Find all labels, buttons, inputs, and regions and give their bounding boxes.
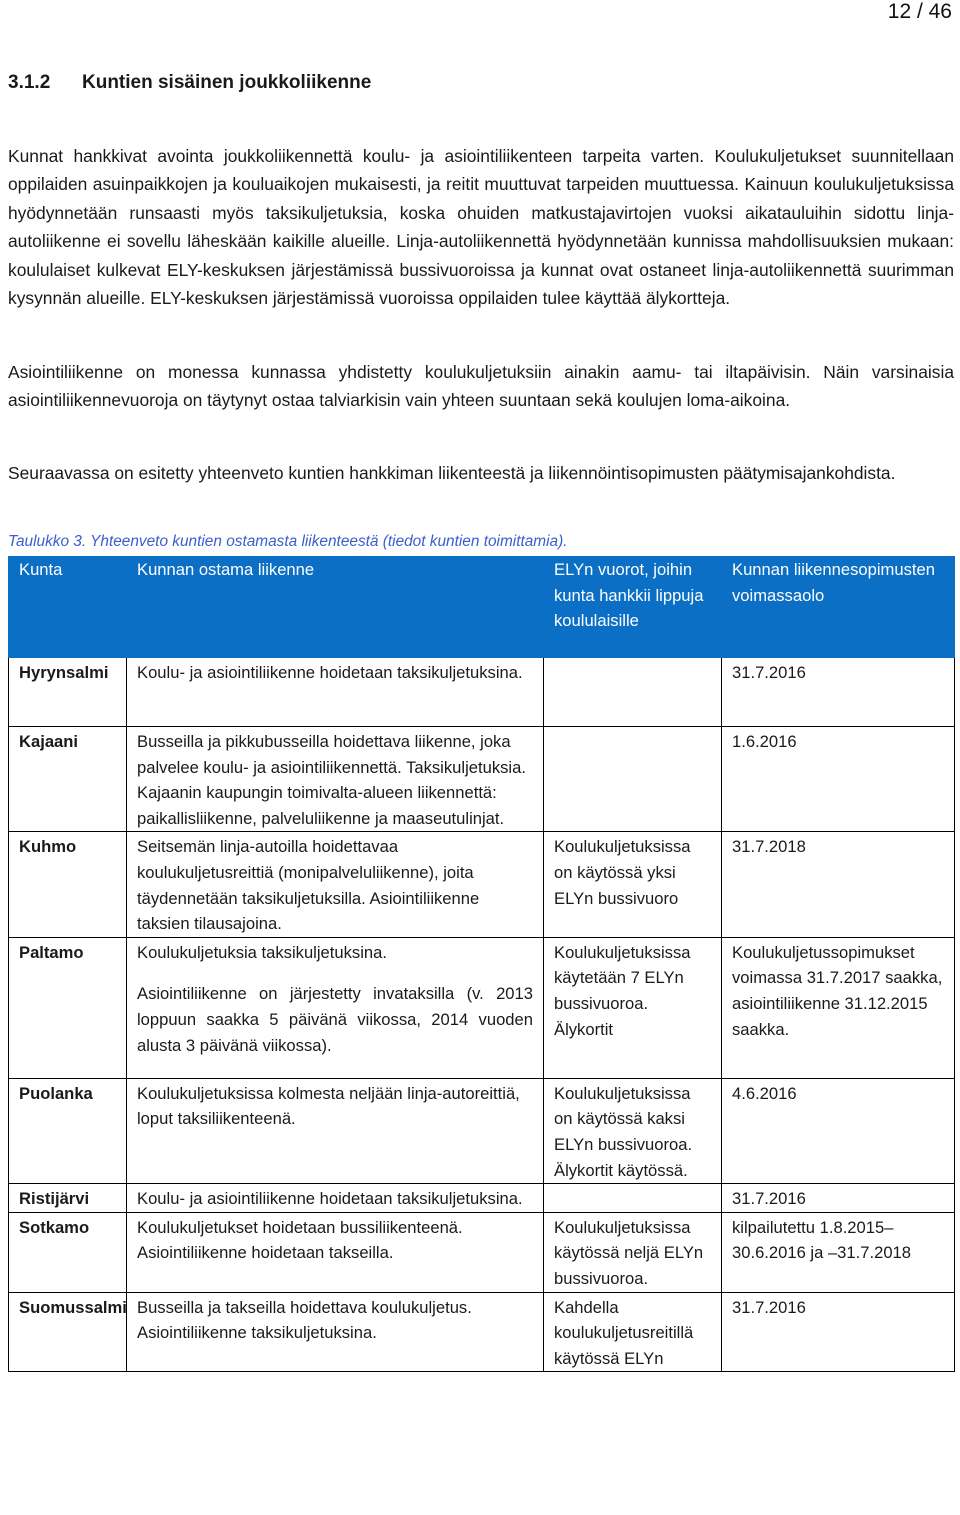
cell-kunta: Sotkamo bbox=[9, 1212, 127, 1292]
cell-sopimus: 31.7.2016 bbox=[722, 1292, 955, 1372]
table-row bbox=[9, 1184, 955, 1213]
cell-kunta: Paltamo bbox=[9, 937, 127, 1078]
cell-ely bbox=[544, 727, 722, 832]
table-row bbox=[9, 658, 955, 727]
cell-ely bbox=[544, 658, 722, 727]
cell-ely: Koulukuljetuksissa on käytössä kaksi ELYn bussivuoroa. Älykortit käytössä. bbox=[544, 1078, 722, 1183]
cell-liikenne: Koulu- ja asiointiliikenne hoidetaan taksikuljetuksina. bbox=[127, 658, 544, 727]
section-title: Kuntien sisäinen joukkoliikenne bbox=[82, 72, 372, 93]
cell-ely: Koulukuljetuksissa käytetään 7 ELYn bussivuoroa. Älykortit bbox=[544, 937, 722, 1078]
cell-sopimus: kilpailutettu 1.8.2015–30.6.2016 ja –31.7.2018 bbox=[722, 1212, 955, 1292]
cell-kunta: Hyrynsalmi bbox=[9, 658, 127, 727]
section-number: 3.1.2 bbox=[8, 72, 51, 93]
cell-liikenne bbox=[127, 937, 544, 1078]
header-kunta: Kunta bbox=[9, 557, 127, 658]
cell-kunta: Ristijärvi bbox=[9, 1184, 127, 1213]
table-header-row bbox=[9, 557, 955, 658]
cell-liikenne: Koulukuljetukset hoidetaan bussiliikenteenä. Asiointiliikenne hoidetaan takseilla. bbox=[127, 1212, 544, 1292]
table-row bbox=[9, 1212, 955, 1292]
cell-liikenne: Koulukuljetuksissa kolmesta neljään linja-autoreittiä, loput taksiliikenteenä. bbox=[127, 1078, 544, 1183]
table-row bbox=[9, 1292, 955, 1372]
paragraph-intro: Kunnat hankkivat avointa joukkoliikennettä koulu- ja asiointiliikenteen tarpeita varten. Koulukuljetukset suunnitellaan oppilaiden asuinpaikkojen ja kouluaikojen mukaisesti, ja reitit muuttuvat tarpeiden muuttuessa. Kainuun koulukuljetuksissa hyödynnetään runsaasti myös taksikuljetuksia, koska ohuiden matkustajavirtojen vuoksi aikatauluihin sidottu linja-autoliikenne ei sovellu läheskään kaikille alueille. Linja-autoliikennettä hyödynnetään kunnissa mahdollisuuksien mukaan: koululaiset kulkevat ELY-keskuksen järjestämissä bussivuoroissa ja kunnat ovat ostaneet linja-autoliikennettä suurimman kysynnän alueille. ELY-keskuksen järjestämissä vuoroissa oppilaiden tulee käyttää älykortteja. bbox=[8, 146, 954, 309]
cell-liikenne: Seitsemän linja-autoilla hoidettavaa koulukuljetusreittiä (monipalveluliikenne), joita täydennetään taksikuljetuksilla. Asiointiliikenne taksien tilausajoina. bbox=[127, 832, 544, 937]
cell-liikenne: Koulu- ja asiointiliikenne hoidetaan taksikuljetuksina. bbox=[127, 1184, 544, 1213]
table-caption: Taulukko 3. Yhteenveto kuntien ostamasta liikenteestä (tiedot kuntien toimittamia). bbox=[8, 533, 568, 550]
section-heading bbox=[8, 72, 371, 94]
table-row bbox=[9, 832, 955, 937]
cell-liikenne: Busseilla ja takseilla hoidettava koulukuljetus. Asiointiliikenne taksikuljetuksina. bbox=[127, 1292, 544, 1372]
header-liikenne: Kunnan ostama liikenne bbox=[127, 557, 544, 658]
paragraph-asiointi: Asiointiliikenne on monessa kunnassa yhdistetty koulukuljetuksiin ainakin aamu- tai iltapäivisin. Näin varsinaisia asiointiliikennevuoroja on täytynyt ostaa talviarkisin vain yhteen suuntaan sekä koulujen loma-aikoina. bbox=[8, 362, 954, 411]
cell-sopimus: 4.6.2016 bbox=[722, 1078, 955, 1183]
cell-sopimus: 31.7.2016 bbox=[722, 1184, 955, 1213]
header-ely: ELYn vuorot, joihin kunta hankkii lippuja koululaisille bbox=[544, 557, 722, 658]
cell-sopimus: 1.6.2016 bbox=[722, 727, 955, 832]
table-row bbox=[9, 727, 955, 832]
cell-liikenne-line2: Asiointiliikenne on järjestetty invataksilla (v. 2013 loppuun saakka 5 päivänä viikossa, 2014 vuoden alusta 3 päivänä viikossa). bbox=[137, 984, 533, 1055]
page-number: 12 / 46 bbox=[887, 0, 952, 23]
cell-sopimus: 31.7.2018 bbox=[722, 832, 955, 937]
cell-ely: Kahdella koulukuljetusreitillä käytössä ELYn bbox=[544, 1292, 722, 1372]
table-row bbox=[9, 937, 955, 1078]
cell-sopimus: Koulukuljetussopimukset voimassa 31.7.2017 saakka, asiointiliikenne 31.12.2015 saakka. bbox=[722, 937, 955, 1078]
table-row bbox=[9, 1078, 955, 1183]
cell-ely: Koulukuljetuksissa on käytössä yksi ELYn bussivuoro bbox=[544, 832, 722, 937]
cell-ely: Koulukuljetuksissa käytössä neljä ELYn bussivuoroa. bbox=[544, 1212, 722, 1292]
cell-liikenne-line1: Koulukuljetuksia taksikuljetuksina. bbox=[137, 942, 387, 962]
cell-kunta: Kajaani bbox=[9, 727, 127, 832]
cell-ely bbox=[544, 1184, 722, 1213]
cell-kunta: Kuhmo bbox=[9, 832, 127, 937]
header-sopimus: Kunnan liikennesopimusten voimassaolo bbox=[722, 557, 955, 658]
cell-kunta: Puolanka bbox=[9, 1078, 127, 1183]
cell-liikenne: Busseilla ja pikkubusseilla hoidettava liikenne, joka palvelee koulu- ja asiointiliikennettä. Taksikuljetuksia. Kajaanin kaupungin toimivalta-alueen liikennettä: paikallisliikenne, palveluliikenne ja maaseutulinjat. bbox=[127, 727, 544, 832]
paragraph-summary: Seuraavassa on esitetty yhteenveto kuntien hankkiman liikenteestä ja liikennöintisopimusten päätymisajankohdista. bbox=[8, 463, 896, 483]
cell-kunta: Suomussalmi bbox=[9, 1292, 127, 1372]
cell-sopimus: 31.7.2016 bbox=[722, 658, 955, 727]
summary-table bbox=[8, 556, 955, 1372]
